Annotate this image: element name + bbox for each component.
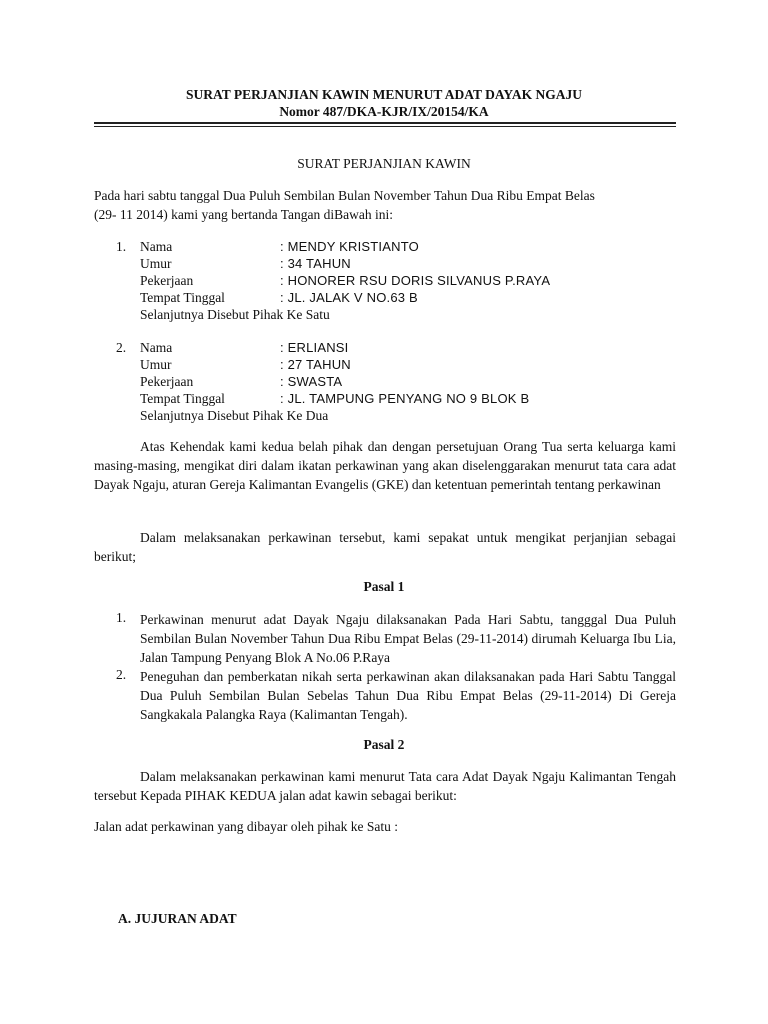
party-label-age: Umur (140, 256, 172, 271)
party-closing: Selanjutnya Disebut Pihak Ke Dua (140, 408, 329, 423)
list-item-number: 2. (116, 667, 127, 682)
document-header-title: SURAT PERJANJIAN KAWIN MENURUT ADAT DAYAK NGAJU (185, 87, 583, 102)
party-label-residence: Tempat Tinggal (140, 290, 225, 305)
party-label-occupation: Pekerjaan (140, 273, 194, 288)
party-number: 2. (116, 340, 127, 355)
agreement-paragraph: Atas Kehendak kami kedua belah pihak dan dengan persetujuan Orang Tua serta keluarga kami masing-masing, mengikat diri dalam ikatan perkawinan yang akan diselenggarakan menurut tata cara adat Dayak Ngaju, aturan Gereja Kalimantan Evangelis (GKE) dan ketentuan pemerintah tentang perkawinan (94, 439, 676, 492)
party-value-name: : ERLIANSI (280, 340, 349, 355)
pasal-1-heading: Pasal 1 (363, 579, 405, 594)
pasal-2-heading: Pasal 2 (363, 737, 405, 752)
party-value-occupation: : SWASTA (280, 374, 343, 389)
agreement-intro-paragraph: Dalam melaksanakan perkawinan tersebut, kami sepakat untuk mengikat perjanjian sebagai berikut; (94, 530, 676, 564)
party-value-name: : MENDY KRISTIANTO (280, 239, 419, 254)
party-closing: Selanjutnya Disebut Pihak Ke Satu (140, 307, 330, 322)
intro-line-1: Pada hari sabtu tanggal Dua Puluh Sembilan Bulan November Tahun Dua Ribu Empat Belas (94, 188, 595, 203)
party-label-age: Umur (140, 357, 172, 372)
party-label-name: Nama (140, 239, 173, 254)
document-title: SURAT PERJANJIAN KAWIN (297, 156, 471, 171)
party-value-residence: : JL. TAMPUNG PENYANG NO 9 BLOK B (280, 391, 530, 406)
list-item-number: 1. (116, 610, 127, 625)
pasal-2-paragraph: Dalam melaksanakan perkawinan kami menurut Tata cara Adat Dayak Ngaju Kalimantan Tengah tersebut Kepada PIHAK KEDUA jalan adat kawin sebagai berikut: (94, 769, 676, 803)
party-value-residence: : JL. JALAK V NO.63 B (280, 290, 418, 305)
party-label-residence: Tempat Tinggal (140, 391, 225, 406)
list-item-text: Perkawinan menurut adat Dayak Ngaju dilaksanakan Pada Hari Sabtu, tangggal Dua Puluh Sembilan Bulan November Tahun Dua Ribu Empat Belas (29-11-2014) dirumah Keluarga Ibu Lia, Jalan Tampung Penyang Blok A No.06 P.Raya (140, 612, 676, 665)
section-a-heading: A. JUJURAN ADAT (118, 911, 237, 926)
list-item-text: Peneguhan dan pemberkatan nikah serta perkawinan akan dilaksanakan pada Hari Sabtu Tanggal Dua Puluh Sembilan Bulan Sebelas Tahun Dua Ribu Empat Belas (29-11-2014) Di Gereja Sangkakala Palangka Raya (Kalimantan Tengah). (140, 669, 676, 722)
party-number: 1. (116, 239, 127, 254)
intro-line-2: (29- 11 2014) kami yang bertanda Tangan diBawah ini: (94, 207, 393, 222)
header-rule-thick (94, 122, 676, 124)
header-rule-thin (94, 126, 676, 127)
party-label-occupation: Pekerjaan (140, 374, 194, 389)
document-number: Nomor 487/DKA-KJR/IX/20154/KA (279, 104, 489, 119)
party-value-age: : 34 TAHUN (280, 256, 351, 271)
party-value-age: : 27 TAHUN (280, 357, 351, 372)
party-value-occupation: : HONORER RSU DORIS SILVANUS P.RAYA (280, 273, 551, 288)
payment-intro-line: Jalan adat perkawinan yang dibayar oleh pihak ke Satu : (94, 819, 399, 834)
party-label-name: Nama (140, 340, 173, 355)
